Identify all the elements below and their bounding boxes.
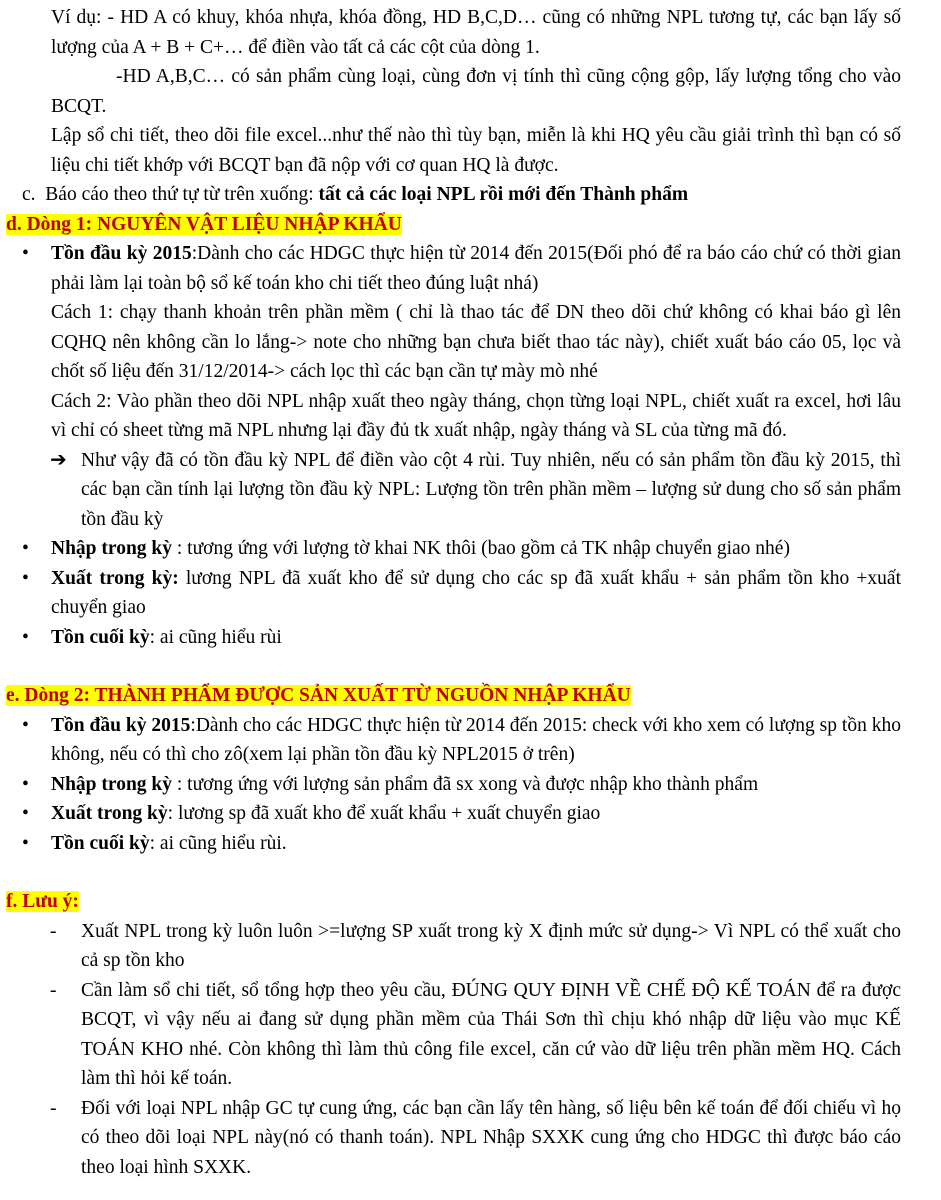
bullet-icon: • [22, 803, 29, 824]
section-e-import-text: : tương ứng với lượng sản phẩm đã sx xong và được nhập kho thành phẩm [172, 773, 759, 795]
section-f-note-1 [0, 917, 941, 976]
section-d-closing-label: Tồn cuối kỳ [51, 626, 150, 648]
section-e-opening-label: Tồn đầu kỳ 2015 [51, 714, 191, 736]
section-f-note-1-text: Xuất NPL trong kỳ luôn luôn >=lượng SP xuất trong kỳ X định mức sử dụng-> Vì NPL có thể xuất cho cả sp tồn kho [81, 920, 901, 971]
item-c-text: Báo cáo theo thứ tự từ trên xuống: [45, 184, 319, 205]
section-d-closing-text: : ai cũng hiểu rùi [149, 626, 282, 648]
section-d-method-1: Cách 1: chạy thanh khoản trên phần mềm ( chỉ là thao tác để DN theo dõi chứ không có khai báo gì lên CQHQ nên không cần lo lắng-> note cho những bạn chưa biết thao tác này), chiết xuất báo cáo 05, lọc và chốt số liệu đến 31/12/2014-> cách lọc thì các bạn cần tự mày mò nhé [51, 302, 901, 382]
dash-icon: - [50, 920, 57, 942]
arrow-right-icon: ➔ [50, 448, 67, 471]
section-e-export-text: : lương sp đã xuất kho để xuất khẩu + xuất chuyển giao [167, 803, 601, 824]
bullet-icon: • [22, 832, 29, 854]
bullet-icon: • [22, 714, 29, 736]
bullet-icon: • [22, 538, 29, 559]
section-e-import [0, 770, 941, 800]
bullet-icon: • [22, 773, 29, 795]
section-e-export [0, 799, 941, 829]
bullet-icon: • [22, 626, 29, 648]
section-d-export-text: lương NPL đã xuất kho để sử dụng cho các sp đã xuất khẩu + sản phẩm tồn kho +xuất chuyển giao [51, 567, 901, 618]
example-paragraph-1: Ví dụ: - HD A có khuy, khóa nhựa, khóa đồng, HD B,C,D… cũng có những NPL tương tự, các bạn lấy số lượng của A + B + C+… để điền vào tất cả các cột của dòng 1. [51, 7, 901, 58]
section-d-method-2: Cách 2: Vào phần theo dõi NPL nhập xuất theo ngày tháng, chọn từng loại NPL, chiết xuất ra excel, hơi lâu vì chỉ có sheet từng mã NPL nhưng lại đầy đủ tk xuất nhập, ngày tháng và SL của từng mã đó. [51, 390, 901, 441]
section-f-heading-text: f. Lưu ý: [6, 891, 79, 912]
section-f-heading [0, 887, 941, 917]
dash-icon: - [50, 979, 57, 1001]
section-e-heading-text: e. Dòng 2: THÀNH PHẨM ĐƯỢC SẢN XUẤT TỪ NGUỒN NHẬP KHẨU [6, 685, 631, 706]
section-d-import-text: : tương ứng với lượng tờ khai NK thôi (bao gồm cả TK nhập chuyển giao nhé) [172, 538, 790, 559]
example-paragraph-3: Lập sổ chi tiết, theo dõi file excel...như thế nào thì tùy bạn, miễn là khi HQ yêu cầu giải trình thì bạn có số liệu chi tiết khớp với BCQT bạn đã nộp với cơ quan HQ là được. [51, 125, 901, 176]
section-d-conclusion [0, 446, 941, 535]
dash-icon: - [50, 1097, 57, 1119]
section-d-import-label: Nhập trong kỳ [51, 538, 173, 559]
section-d-export [0, 564, 941, 623]
section-d-closing [0, 623, 941, 653]
section-d-heading-text: d. Dòng 1: NGUYÊN VẬT LIỆU NHẬP KHẨU [6, 213, 402, 235]
section-e-export-label: Xuất trong kỳ [51, 803, 168, 824]
section-d-export-label: Xuất trong kỳ: [51, 567, 179, 589]
section-d-opening-text: :Dành cho các HDGC thực hiện từ 2014 đến 2015(Đối phó để ra báo cáo chứ có thời gian phải làm lại toàn bộ sổ kế toán kho chi tiết theo đúng luật nhá) [51, 243, 902, 294]
section-f-note-3-text: Đối với loại NPL nhập GC tự cung ứng, các bạn cần lấy tên hàng, số liệu bên kế toán để đối chiếu vì họ có theo dõi loại NPL này(nó có thanh toán). NPL Nhập SXXK cung ứng cho HDGC thì được báo cáo theo loại hình SXXK. [81, 1097, 901, 1178]
section-d-opening-label: Tồn đầu kỳ 2015 [51, 243, 192, 264]
section-f-note-2-text: Cần làm sổ chi tiết, sổ tổng hợp theo yêu cầu, ĐÚNG QUY ĐỊNH VỀ CHẾ ĐỘ KẾ TOÁN để ra được BCQT, vì vậy nếu ai đang sử dụng phần mềm của Thái Sơn thì chịu khó nhập dữ liệu vào mục KẾ TOÁN KHO nhé. Còn không thì làm thủ công file excel, căn cứ vào dữ liệu trên phần mềm HQ. Cách làm thì hỏi kế toán. [81, 979, 901, 1089]
item-c-marker: c. [22, 184, 36, 205]
section-e-heading [0, 681, 941, 711]
item-c-bold: tất cả các loại NPL rồi mới đến Thành phẩm [318, 184, 689, 205]
section-d-opening [0, 239, 941, 298]
section-f-note-3 [0, 1094, 941, 1183]
spacer [0, 858, 941, 887]
section-e-closing-text: : ai cũng hiểu rùi. [149, 832, 287, 854]
section-e-opening [0, 711, 941, 770]
section-e-closing-label: Tồn cuối kỳ [51, 832, 150, 854]
section-e-import-label: Nhập trong kỳ [51, 773, 173, 795]
section-d-conclusion-text: Như vậy đã có tồn đầu kỳ NPL để điền vào cột 4 rùi. Tuy nhiên, nếu có sản phẩm tồn đầu kỳ 2015, thì các bạn cần tính lại lượng tồn đầu kỳ NPL: Lượng tồn trên phần mềm – lượng sử dung cho số sản phẩm tồn đầu kỳ [81, 449, 901, 530]
section-e-opening-text: :Dành cho các HDGC thực hiện từ 2014 đến 2015: check với kho xem có lượng sp tồn kho không, nếu có thì cho zô(xem lại phần tồn đầu kỳ NPL2015 ở trên) [51, 714, 902, 765]
section-e-closing [0, 829, 941, 859]
item-c [0, 180, 941, 210]
spacer [0, 652, 941, 681]
document-page [0, 3, 941, 1182]
section-d-import [0, 534, 941, 564]
example-paragraph-2: -HD A,B,C… có sản phẩm cùng loại, cùng đơn vị tính thì cũng cộng gộp, lấy lượng tổng cho vào BCQT. [51, 66, 901, 117]
bullet-icon: • [22, 567, 29, 589]
bullet-icon: • [22, 243, 29, 264]
section-f-note-2 [0, 976, 941, 1094]
section-d-heading [0, 210, 941, 240]
